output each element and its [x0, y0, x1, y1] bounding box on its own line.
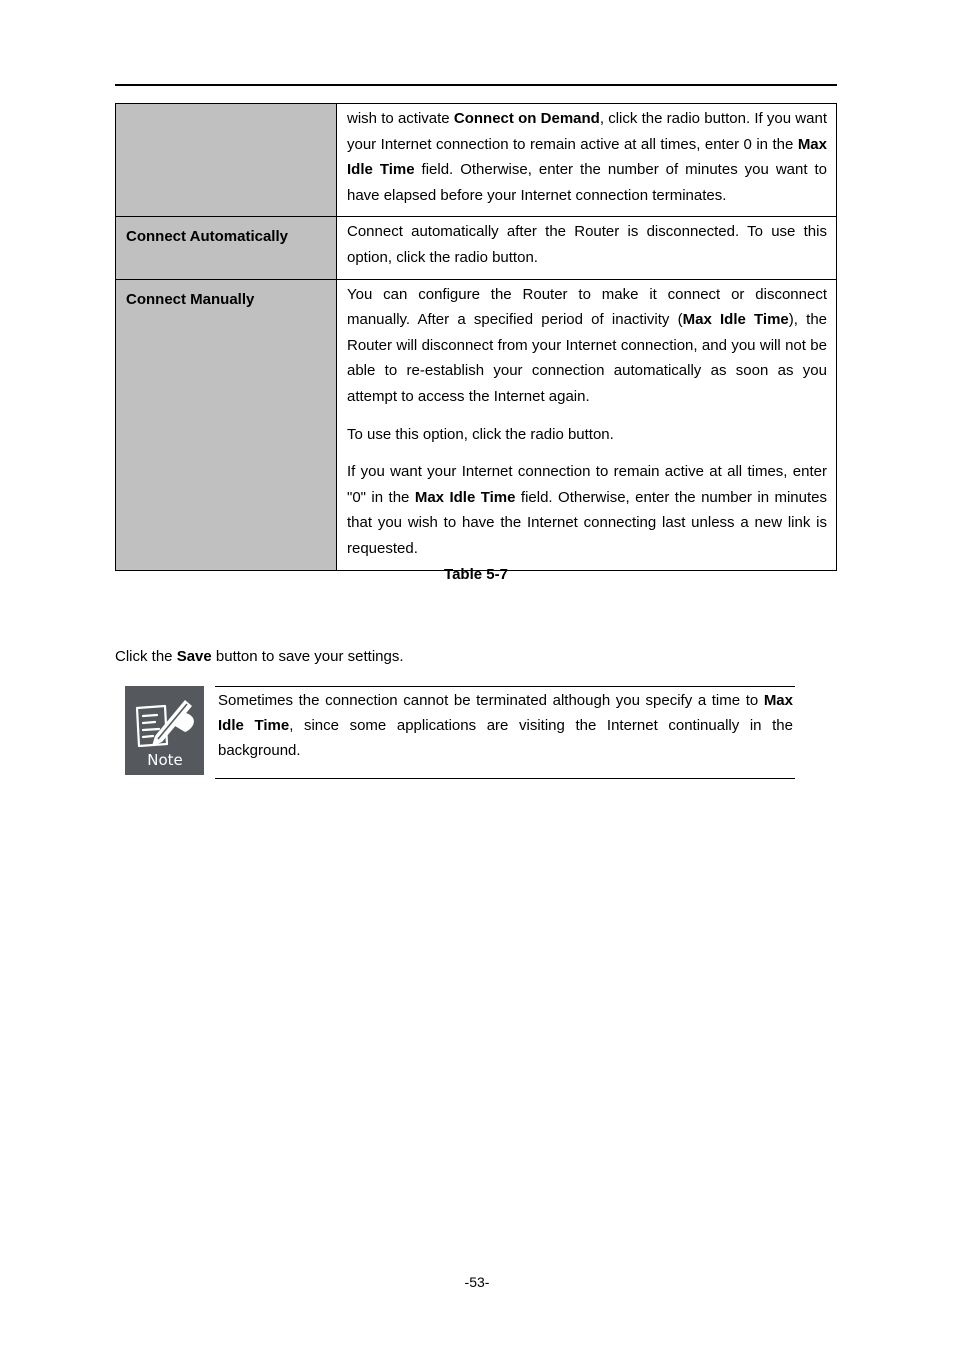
save-instruction: [115, 648, 404, 665]
description-paragraph: [347, 459, 827, 561]
text-run: You can configure the Router to make it connect or disconnect manually. After a specified period of inactivity (: [347, 285, 827, 329]
table-row: [116, 217, 837, 279]
save-instruction-prefix: Click the: [115, 648, 177, 665]
note-text-suffix: , since some applications are visiting the Internet continually in the background.: [218, 717, 793, 759]
bold-term: Connect on Demand: [453, 110, 600, 127]
bold-term: Max Idle Time: [347, 135, 827, 179]
text-run: field. Otherwise, enter the number of minutes you want to have elapsed before your Internet connection terminates.: [347, 161, 827, 204]
table-caption: Table 5-7: [444, 566, 508, 583]
text-run: , click the radio button. If you want your Internet connection to remain active at all times, enter 0 in the: [347, 110, 827, 153]
row-label: Connect Automatically: [116, 217, 337, 279]
table-row: [116, 104, 837, 217]
text-run: field. Otherwise, enter the number in minutes that you wish to have the Internet connecting last unless a new link is requested.: [347, 488, 827, 557]
settings-table: [115, 103, 837, 571]
description-paragraph: [347, 282, 827, 410]
header-rule: [115, 84, 837, 86]
note-top-rule: [215, 686, 795, 687]
note-pencil-icon: [125, 686, 204, 775]
text-run: wish to activate: [347, 110, 454, 127]
text-run: ), the Router will disconnect from your Internet connection, and you will not be able to re-establish your connection automatically as soon as you attempt to access the Internet again.: [347, 311, 827, 405]
row-label: Connect Manually: [116, 279, 337, 570]
note-text-bold: Max Idle Time: [218, 692, 793, 734]
text-run: Connect automatically after the Router is disconnected. To use this option, click the radio button.: [347, 223, 827, 266]
table-row: [116, 279, 837, 570]
row-description: [337, 217, 837, 279]
save-instruction-bold: Save: [176, 648, 212, 665]
bold-term: Max Idle Time: [682, 311, 789, 329]
note-text-prefix: Sometimes the connection cannot be terminated although you specify a time to: [218, 692, 764, 709]
description-paragraph: [347, 106, 827, 208]
save-instruction-suffix: button to save your settings.: [211, 648, 404, 665]
description-paragraph: [347, 422, 827, 448]
bold-term: Max Idle Time: [414, 488, 516, 506]
text-run: To use this option, click the radio button.: [347, 425, 614, 443]
text-run: If you want your Internet connection to remain active at all times, enter "0" in the: [347, 463, 827, 506]
note-bottom-rule: [215, 778, 795, 779]
note-text: [218, 688, 793, 763]
page-number: -53-: [464, 1274, 490, 1290]
description-paragraph: [347, 219, 827, 270]
note-icon-label: Note: [147, 751, 183, 769]
row-description: [337, 279, 837, 570]
row-label: [116, 104, 337, 217]
row-description: [337, 104, 837, 217]
